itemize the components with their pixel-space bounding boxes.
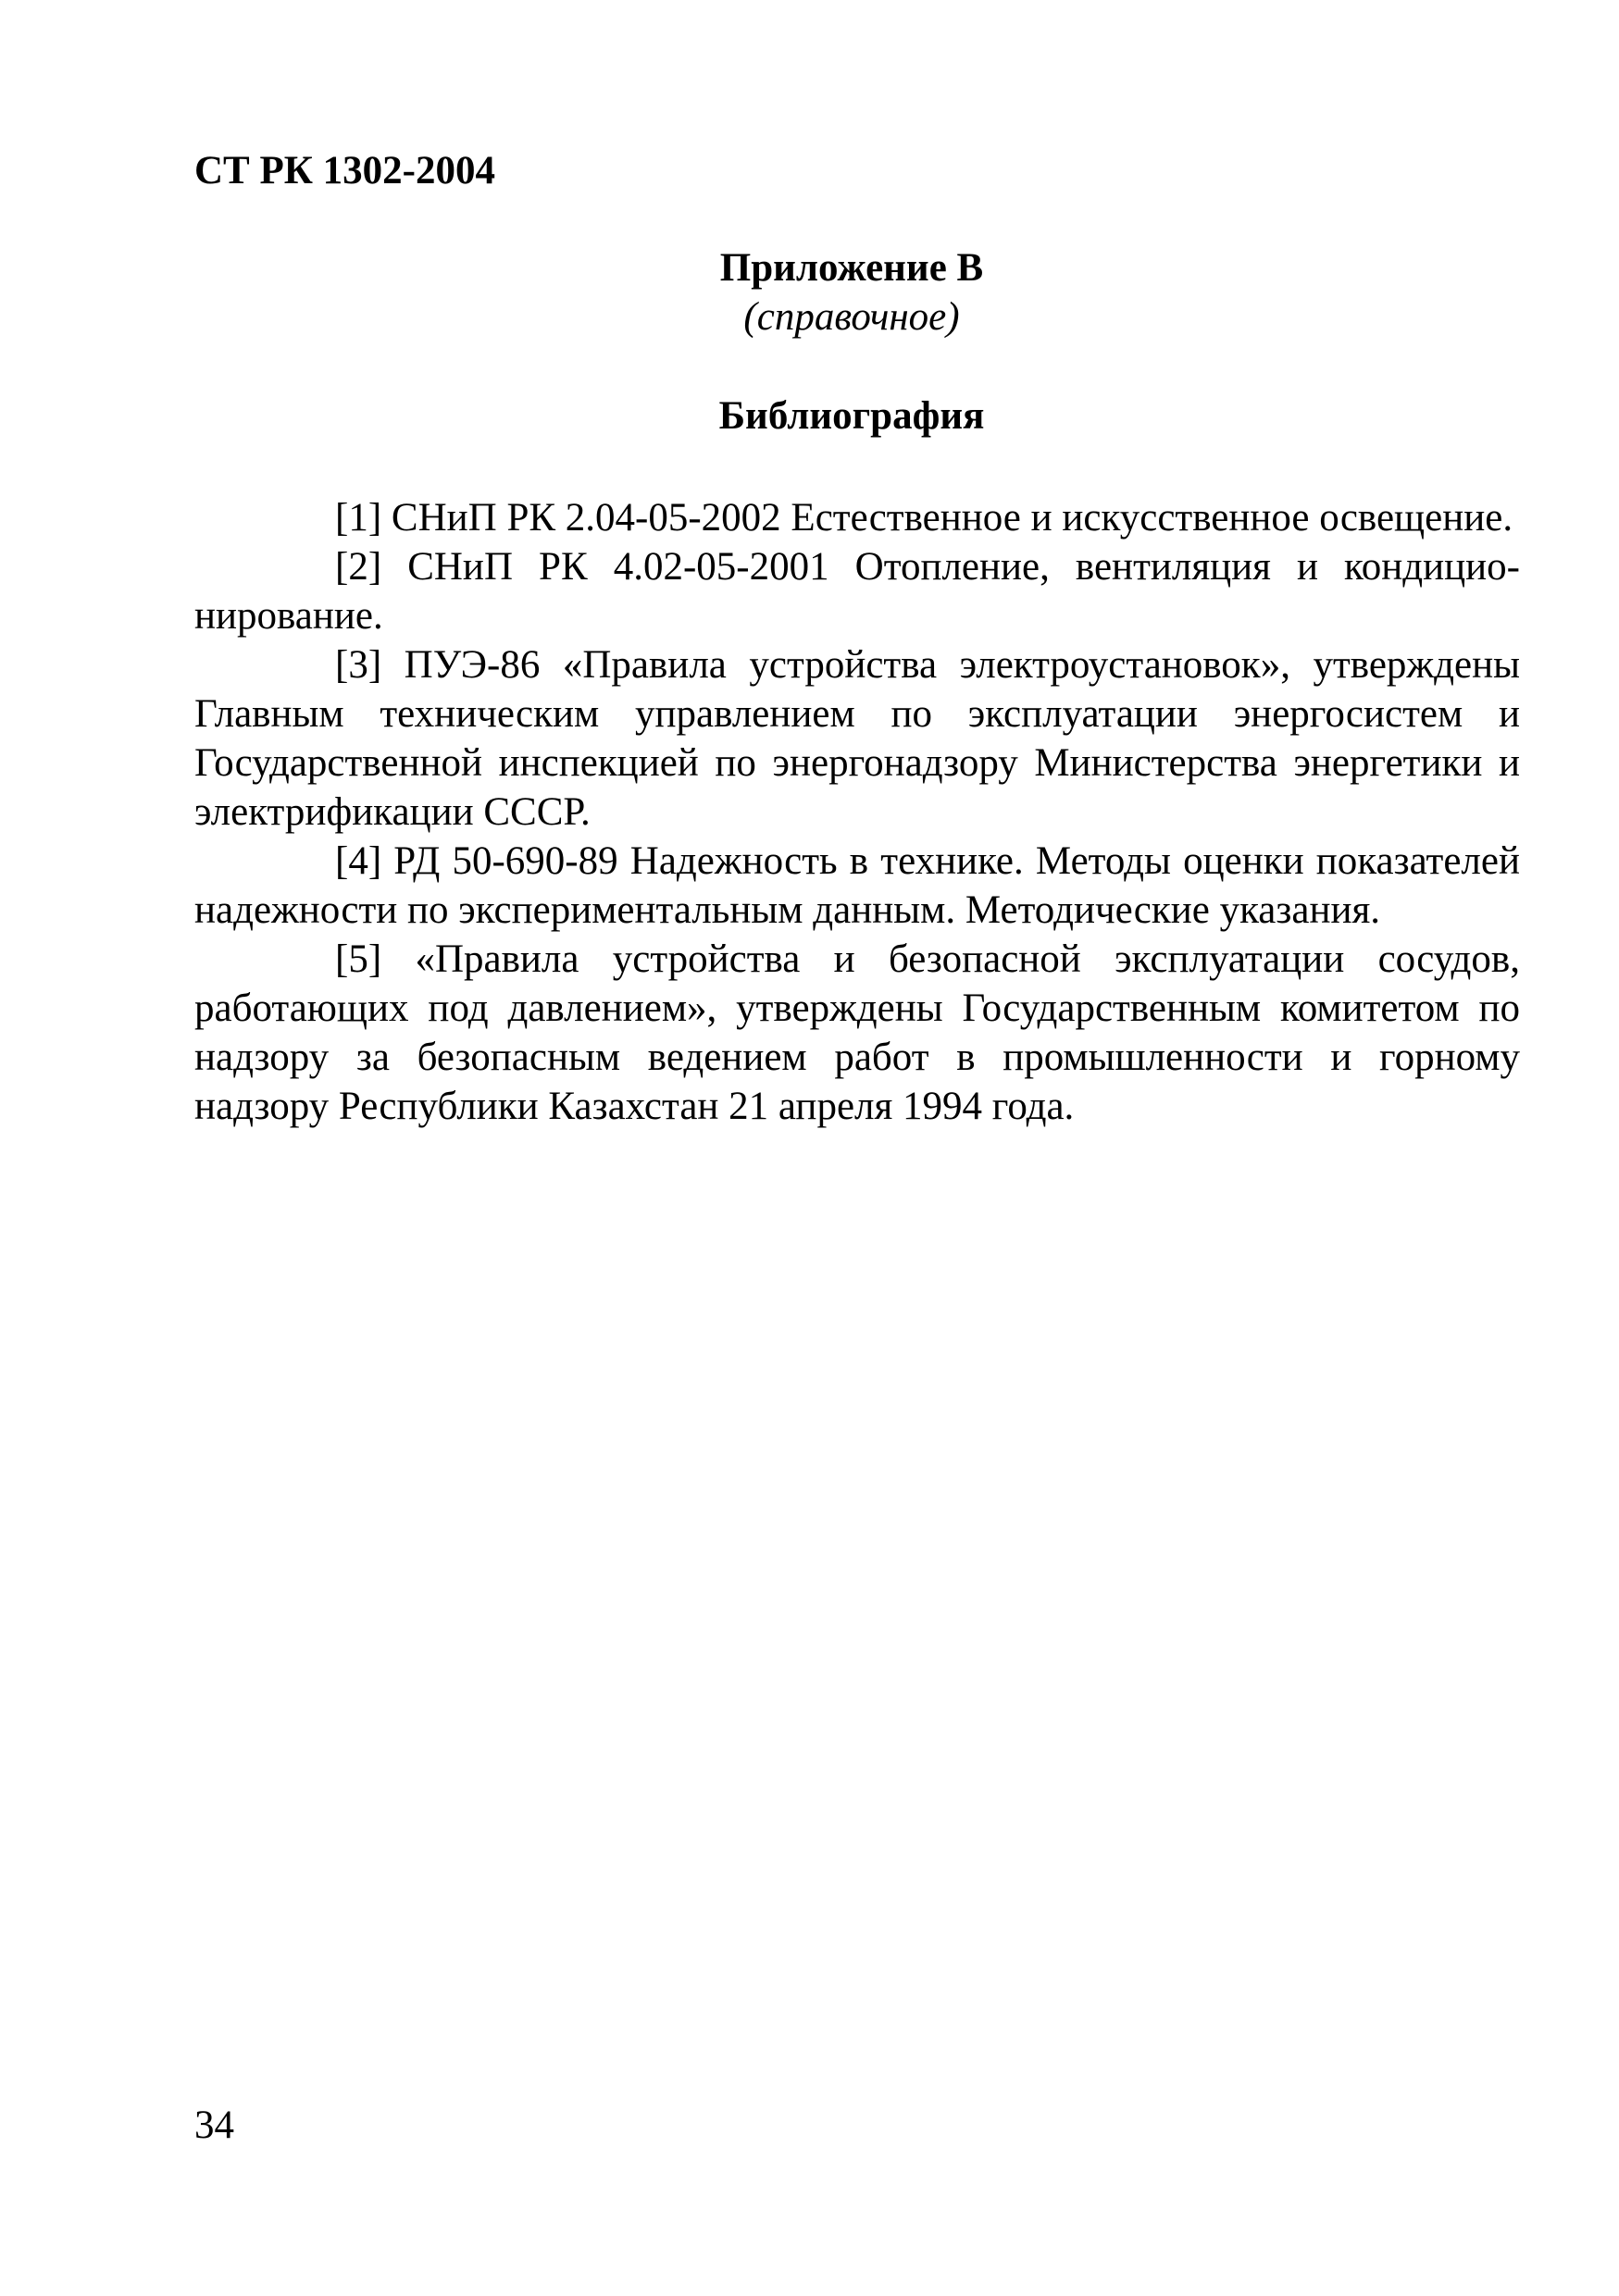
document-code: СТ РК 1302-2004 bbox=[194, 149, 495, 192]
bibliography-item: [3] ПУЭ-86 «Правила устройства электроустановок», утверждены Главным техническим управлением по эксплуатации энергосистем и Государственной инспекцией по энергонадзору Министерства энергетики и электрификации СССР. bbox=[194, 643, 1520, 834]
section-title: Библиография bbox=[718, 394, 985, 438]
page-number: 34 bbox=[194, 2104, 234, 2147]
bibliography-item: [4] РД 50-690-89 Надежность в технике. Методы оценки показателей надежности по экспериментальным данным. Методические указания. bbox=[194, 839, 1520, 932]
bibliography-list bbox=[194, 493, 1520, 1131]
bibliography-item: [1] СНиП РК 2.04-05-2002 Естественное и искусственное освещение. bbox=[335, 496, 1513, 540]
bibliography-item: [5] «Правила устройства и безопасной эксплуатации сосудов, работающих под давлением», утверждены Государственным комитетом по надзору за безопасным ведением работ в промышленности и горному надзору Республики Казахстан 21 апреля 1994 года. bbox=[194, 937, 1520, 1128]
appendix-type: (справочное) bbox=[743, 295, 960, 339]
bibliography-item: [2] СНиП РК 4.02-05-2001 Отопление, вентиляция и кондиционирование. bbox=[194, 545, 1520, 638]
appendix-title: Приложение В bbox=[719, 246, 984, 290]
